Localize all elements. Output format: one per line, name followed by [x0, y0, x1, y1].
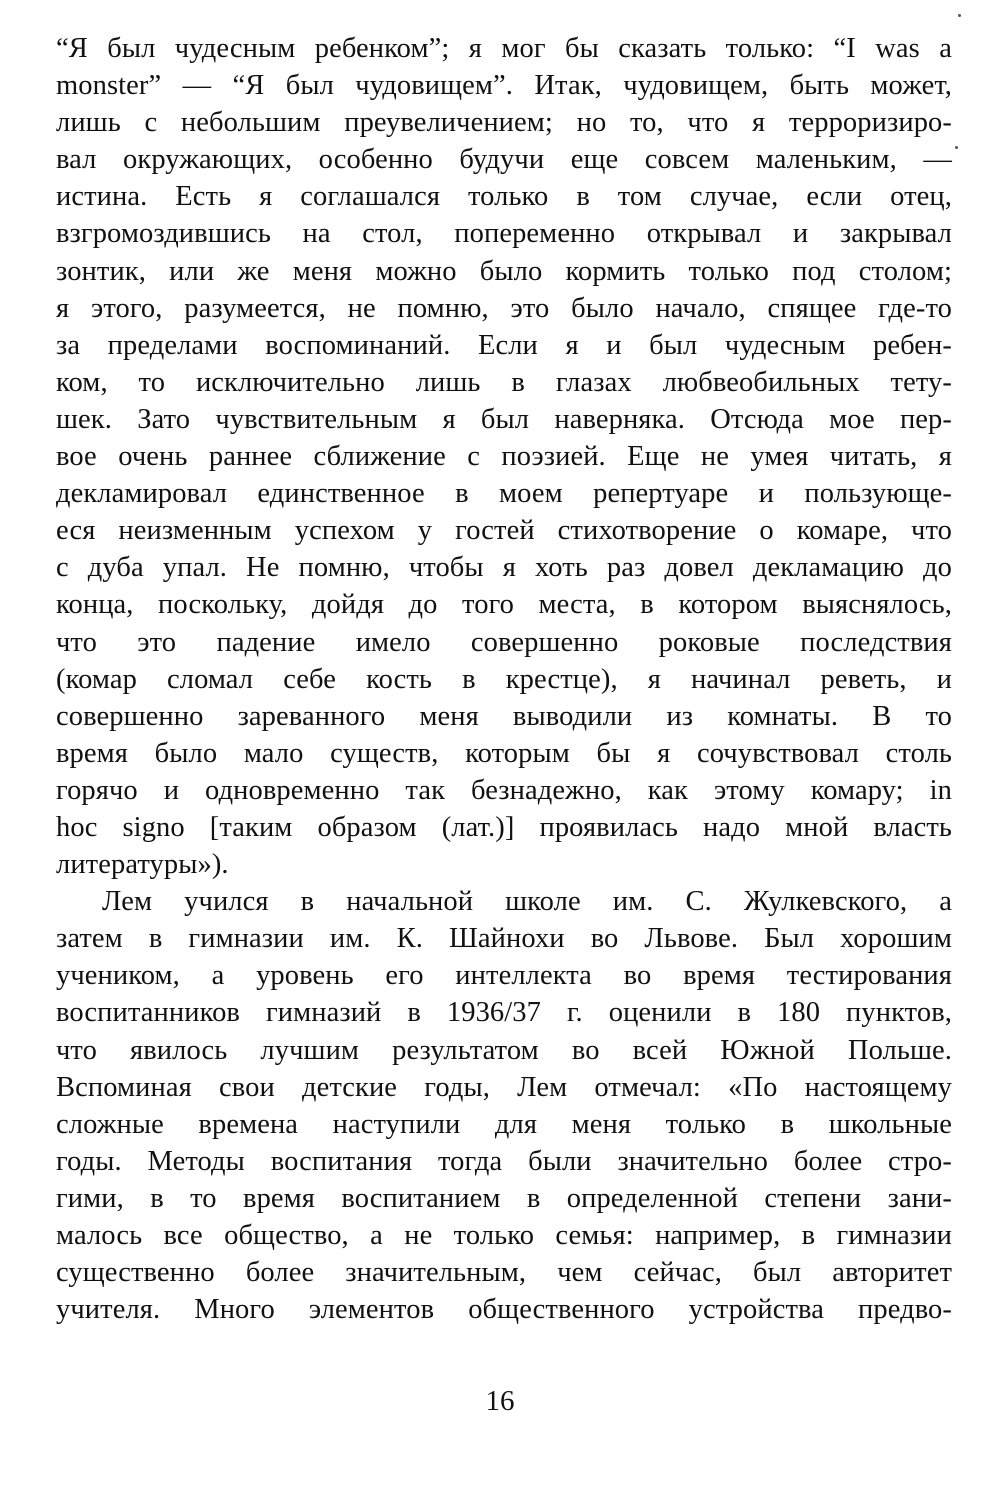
- text-line: учителя. Много элементов общественного устройства предво-: [56, 1294, 952, 1326]
- text-line: существенно более значительным, чем сейчас, был авторитет: [56, 1257, 952, 1289]
- text-line: совершенно зареванного меня выводили из комнаты. В то: [56, 700, 952, 732]
- text-line: лишь с небольшим преувеличением; но то, что я терроризиро-: [56, 107, 952, 139]
- text-line: вое очень раннее сближение с поэзией. Еще не умея читать, я: [56, 441, 952, 473]
- scan-speck: [958, 14, 961, 17]
- text-line: я этого, разумеется, не помню, это было начало, спящее где-то: [56, 292, 952, 324]
- text-line: еся неизменным успехом у гостей стихотворение о комаре, что: [56, 515, 952, 547]
- text-line: время было мало существ, которым бы я сочувствовал столь: [56, 737, 952, 769]
- text-line: затем в гимназии им. К. Шайнохи во Львове. Был хорошим: [56, 923, 952, 955]
- page-number: 16: [485, 1385, 515, 1417]
- page-text: [56, 30, 952, 1328]
- text-line: взгромоздившись на стол, попеременно открывал и закрывал: [56, 218, 952, 250]
- text-line: учеником, а уровень его интеллекта во время тестирования: [56, 960, 952, 992]
- text-line: hoc signo [таким образом (лат.)] проявилась надо мной власть: [56, 811, 952, 843]
- text-line: (комар сломал себе кость в крестце), я начинал реветь, и: [56, 663, 952, 695]
- text-line: истина. Есть я соглашался только в том случае, если отец,: [56, 181, 952, 213]
- text-line: шек. Зато чувствительным я был наверняка. Отсюда мое пер-: [56, 403, 952, 435]
- text-line: что явилось лучшим результатом во всей Южной Польше.: [56, 1034, 952, 1066]
- text-line: годы. Методы воспитания тогда были значительно более стро-: [56, 1145, 952, 1177]
- text-line: литературы»).: [56, 849, 229, 881]
- text-line: гими, в то время воспитанием в определенной степени зани-: [56, 1182, 952, 1214]
- text-line: monster” — “Я был чудовищем”. Итак, чудовищем, быть может,: [56, 70, 952, 102]
- text-line: за пределами воспоминаний. Если я и был чудесным ребен-: [56, 329, 952, 361]
- text-line: Вспоминая свои детские годы, Лем отмечал: «По настоящему: [56, 1071, 952, 1103]
- paragraph-2: [56, 883, 952, 1328]
- text-line: с дуба упал. Не помню, чтобы я хоть раз довел декламацию до: [56, 552, 952, 584]
- text-line: горячо и одновременно так безнадежно, как этому комару; in: [56, 774, 952, 806]
- text-line: декламировал единственное в моем репертуаре и пользующе-: [56, 478, 952, 510]
- text-line: конца, поскольку, дойдя до того места, в котором выяснялось,: [56, 589, 952, 621]
- scan-speck: [955, 146, 958, 149]
- paragraph-1: [56, 30, 952, 883]
- text-line: ком, то исключительно лишь в глазах любвеобильных тету-: [56, 366, 952, 398]
- text-line: вал окружающих, особенно будучи еще совсем маленьким, —: [56, 144, 952, 176]
- text-line: что это падение имело совершенно роковые последствия: [56, 626, 952, 658]
- text-line: сложные времена наступили для меня только в школьные: [56, 1108, 952, 1140]
- text-line: малось все общество, а не только семья: например, в гимназии: [56, 1220, 952, 1251]
- text-line: “Я был чудесным ребенком”; я мог бы сказать только: “I was a: [56, 33, 952, 64]
- text-line: Лем учился в начальной школе им. С. Жулкевского, а: [102, 886, 952, 918]
- text-line: воспитанников гимназий в 1936/37 г. оценили в 180 пунктов,: [56, 997, 952, 1029]
- text-line: зонтик, или же меня можно было кормить только под столом;: [56, 255, 952, 287]
